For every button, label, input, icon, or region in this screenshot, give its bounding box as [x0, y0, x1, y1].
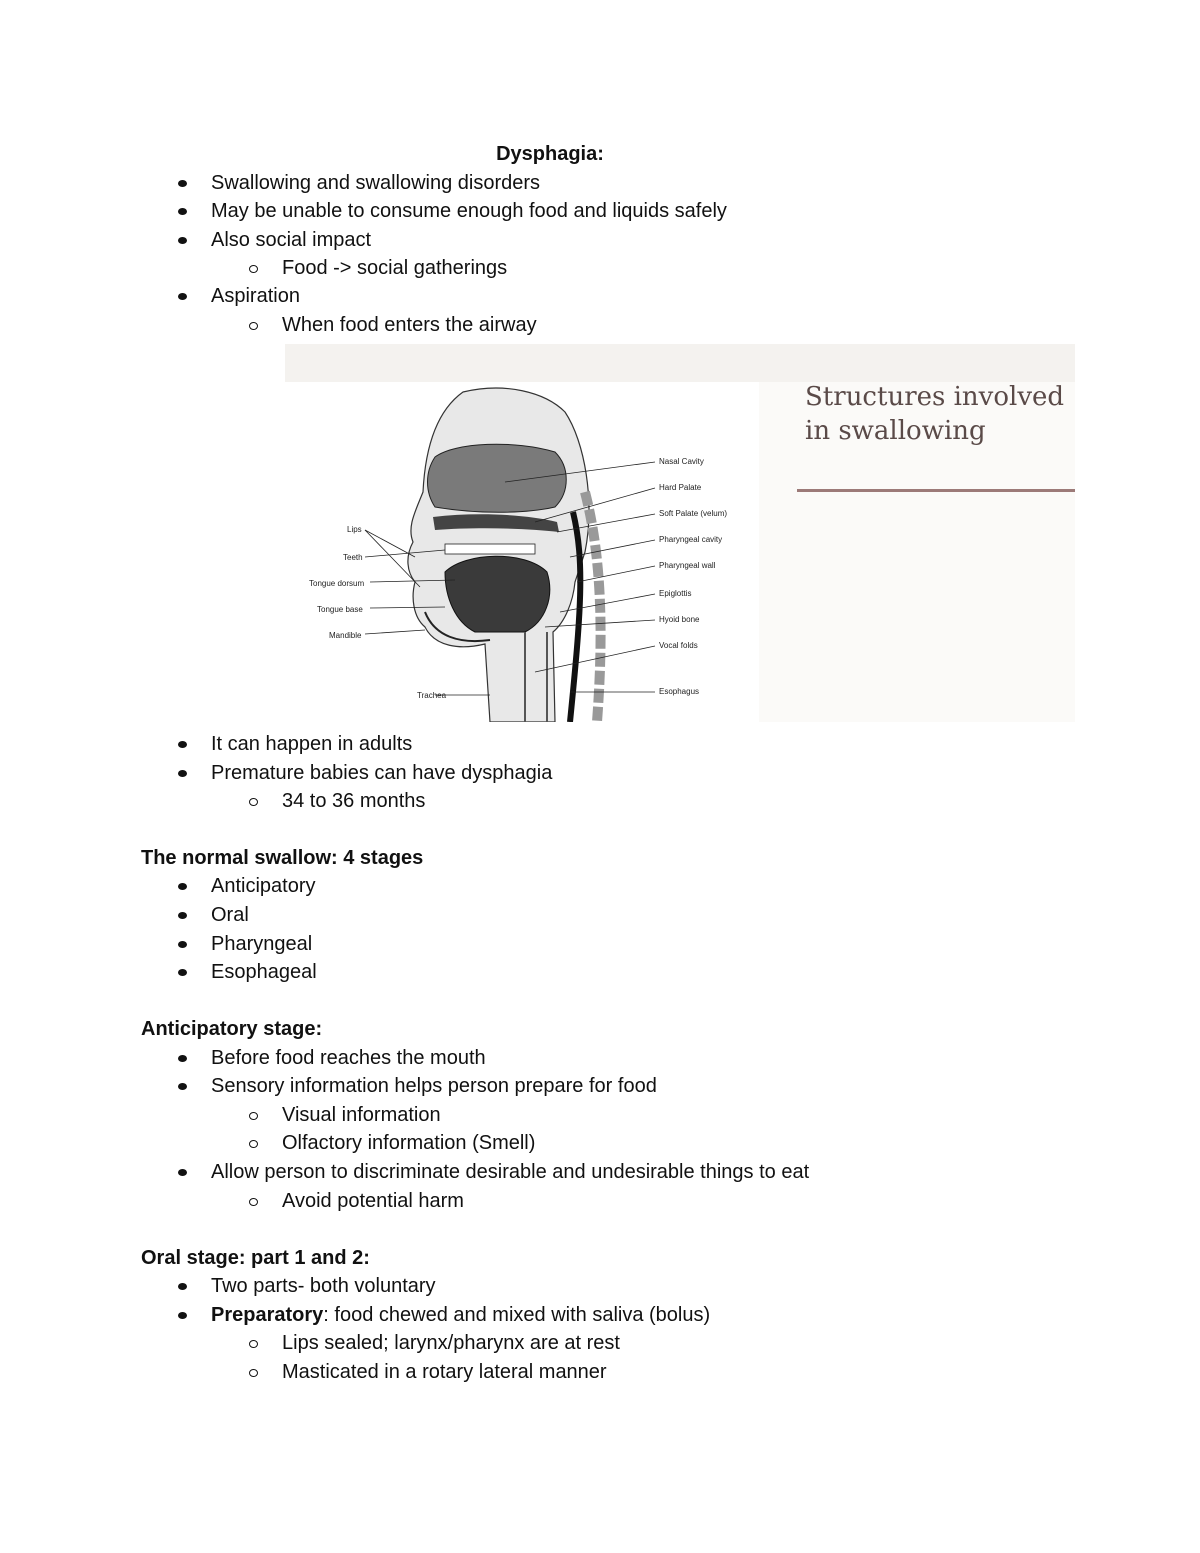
bullet-icon [178, 941, 187, 948]
list-item: Also social impact [211, 229, 372, 251]
diagram-label: Trachea [417, 691, 447, 700]
diagram-label: Vocal folds [659, 641, 698, 650]
bullet-icon [178, 1083, 187, 1090]
sub-list-item: Visual information [282, 1104, 441, 1126]
sub-list-item: Food -> social gatherings [282, 257, 508, 279]
diagram-label: Lips [347, 525, 362, 534]
diagram-label: Mandible [329, 631, 362, 640]
diagram-label: Tongue dorsum [309, 579, 365, 588]
list-item: Pharyngeal [211, 933, 313, 955]
diagram-label: Esophagus [659, 687, 700, 696]
sub-list-item: Olfactory information (Smell) [282, 1132, 536, 1154]
list-item: Oral [211, 904, 249, 926]
list-item: May be unable to consume enough food and liquids safely [211, 200, 727, 222]
diagram-label: Epiglottis [659, 589, 692, 598]
anatomy-slide-image [285, 344, 1075, 722]
bullet-icon [178, 1169, 187, 1176]
sub-bullet-icon [249, 798, 258, 806]
list-item: Allow person to discriminate desirable and undesirable things to eat [211, 1161, 810, 1183]
section-heading: The normal swallow: 4 stages [141, 847, 424, 869]
list-item: Sensory information helps person prepare for food [211, 1075, 657, 1097]
slide-top-band [285, 344, 1075, 382]
list-item: Premature babies can have dysphagia [211, 762, 553, 784]
term-definition: : food chewed and mixed with saliva (bolus) [323, 1304, 711, 1326]
bullet-icon [178, 1055, 187, 1062]
sub-bullet-icon [249, 1198, 258, 1206]
list-item: Before food reaches the mouth [211, 1047, 486, 1069]
sub-bullet-icon [249, 1140, 258, 1148]
bullet-icon [178, 237, 187, 244]
list-item [211, 1303, 710, 1327]
diagram-label: Hard Palate [659, 483, 702, 492]
diagram-panel [285, 382, 759, 722]
bullet-icon [178, 741, 187, 748]
section-heading: Anticipatory stage: [141, 1018, 323, 1040]
slide-title: Structures involved in swallowing [805, 382, 1065, 446]
bullet-icon [178, 180, 187, 187]
bullet-icon [178, 1312, 187, 1319]
list-item: Esophageal [211, 961, 317, 983]
list-item: Swallowing and swallowing disorders [211, 172, 541, 194]
list-item: Aspiration [211, 285, 300, 307]
diagram-label: Pharyngeal cavity [659, 535, 723, 544]
sub-bullet-icon [249, 1112, 258, 1120]
diagram-label: Teeth [343, 553, 363, 562]
list-item: Anticipatory [211, 875, 316, 897]
diagram-label: Hyoid bone [659, 615, 700, 624]
bullet-icon [178, 969, 187, 976]
list-item: It can happen in adults [211, 733, 413, 755]
bullet-icon [178, 770, 187, 777]
sub-bullet-icon [249, 322, 258, 330]
list-item: Two parts- both voluntary [211, 1275, 436, 1297]
head-cross-section-diagram [285, 382, 759, 722]
page-title: Dysphagia: [496, 143, 604, 165]
bullet-icon [178, 912, 187, 919]
diagram-label: Pharyngeal wall [659, 561, 716, 570]
sub-bullet-icon [249, 1369, 258, 1377]
slide-divider [797, 489, 1075, 492]
term-preparatory: Preparatory [211, 1304, 324, 1326]
sub-list-item: Masticated in a rotary lateral manner [282, 1361, 607, 1383]
sub-bullet-icon [249, 265, 258, 273]
sub-list-item: 34 to 36 months [282, 790, 426, 812]
sub-list-item: Avoid potential harm [282, 1190, 464, 1212]
sub-list-item: Lips sealed; larynx/pharynx are at rest [282, 1332, 620, 1354]
sub-bullet-icon [249, 1340, 258, 1348]
bullet-icon [178, 293, 187, 300]
sub-list-item: When food enters the airway [282, 314, 537, 336]
bullet-icon [178, 208, 187, 215]
diagram-label: Tongue base [317, 605, 363, 614]
section-heading: Oral stage: part 1 and 2: [141, 1247, 370, 1269]
diagram-label: Soft Palate (velum) [659, 509, 728, 518]
bullet-icon [178, 1283, 187, 1290]
bullet-icon [178, 883, 187, 890]
diagram-label: Nasal Cavity [659, 457, 704, 466]
